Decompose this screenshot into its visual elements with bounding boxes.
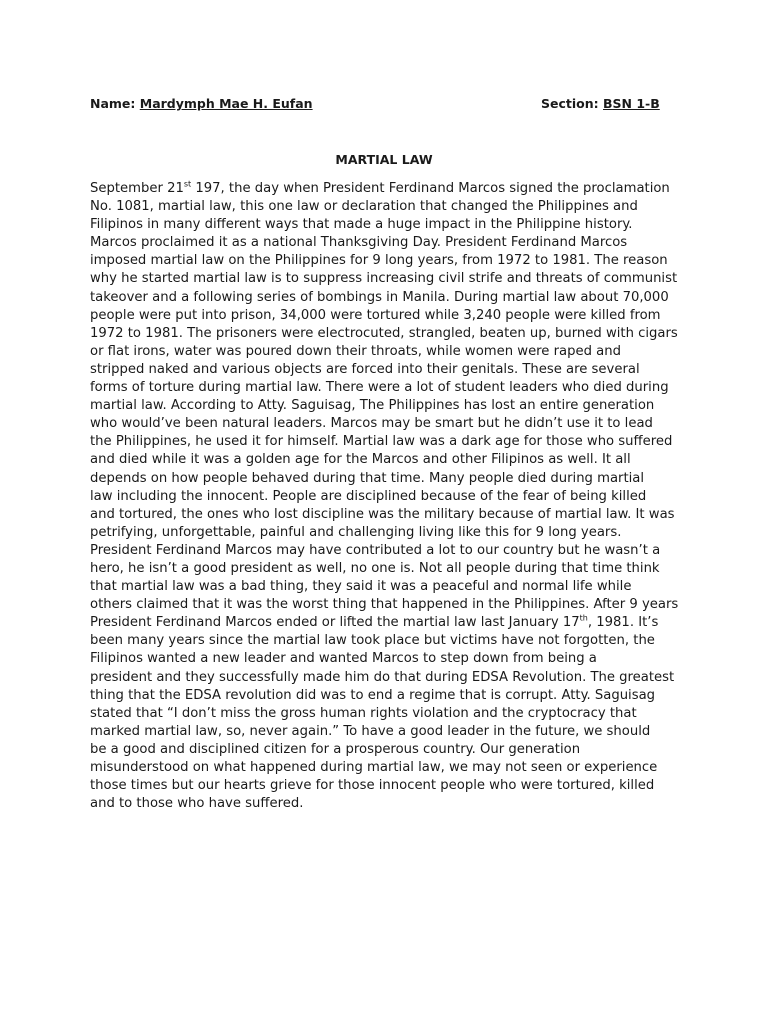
body-text-run: President Ferdinand Marcos ended or lifted the martial law last January 17	[90, 615, 580, 631]
body-text-run: imposed martial law on the Philippines for 9 long years, from 1972 to 1981. The reason	[90, 253, 668, 269]
body-text-run: and tortured, the ones who lost discipline was the military because of martial law. It was	[90, 506, 675, 522]
body-line	[90, 343, 690, 361]
body-text-run: No. 1081, martial law, this one law or declaration that changed the Philippines and	[90, 199, 638, 215]
body-text-run: , 1981. It’s	[587, 615, 659, 631]
body-text-run: that martial law was a bad thing, they said it was a peaceful and normal life while	[90, 579, 632, 595]
body-line	[90, 560, 690, 578]
name-label: Name:	[90, 96, 140, 111]
body-text-run: and to those who have suffered.	[90, 796, 304, 812]
body-line	[90, 723, 690, 741]
body-line	[90, 289, 690, 307]
body-text-run: people were put into prison, 34,000 were tortured while 3,240 people were killed from	[90, 307, 661, 323]
body-line	[90, 542, 690, 560]
body-text-run: others claimed that it was the worst thing that happened in the Philippines. After 9 years	[90, 597, 679, 613]
body-line	[90, 578, 690, 596]
body-line	[90, 596, 690, 614]
body-text-run: Filipinos in many different ways that made a huge impact in the Philippine history.	[90, 217, 633, 233]
body-text-run: takeover and a following series of bombings in Manila. During martial law about 70,000	[90, 289, 669, 305]
essay-body	[90, 180, 690, 813]
body-line	[90, 415, 690, 433]
ordinal-suffix: th	[579, 613, 588, 623]
body-line	[90, 632, 690, 650]
body-text-run: September 21	[90, 181, 184, 196]
body-line	[90, 379, 690, 397]
essay-title: MARTIAL LAW	[335, 152, 433, 167]
section-label: Section:	[541, 96, 603, 111]
body-text-run: stated that “I don’t miss the gross human rights violation and the cryptocracy that	[90, 705, 637, 721]
body-text-run: thing that the EDSA revolution did was to end a regime that is corrupt. Atty. Saguisag	[90, 687, 656, 703]
body-line	[90, 795, 690, 813]
body-line	[90, 488, 690, 506]
body-line	[90, 614, 690, 632]
ordinal-suffix: st	[183, 179, 192, 189]
name-field	[90, 96, 313, 111]
body-line	[90, 234, 690, 252]
body-line	[90, 705, 690, 723]
body-line	[90, 216, 690, 234]
body-line	[90, 741, 690, 759]
body-line	[90, 650, 690, 668]
body-text-run: forms of torture during martial law. There were a lot of student leaders who died during	[90, 380, 669, 396]
body-line	[90, 180, 690, 198]
body-text-run: those times but our hearts grieve for those innocent people who were tortured, killed	[90, 778, 655, 794]
body-line	[90, 777, 690, 795]
body-line	[90, 470, 690, 488]
body-line	[90, 270, 690, 288]
body-text-run: President Ferdinand Marcos may have contributed a lot to our country but he wasn’t a	[90, 542, 661, 558]
body-line	[90, 451, 690, 469]
body-line	[90, 325, 690, 343]
body-text-run: been many years since the martial law took place but victims have not forgotten, the	[90, 633, 655, 649]
body-line	[90, 252, 690, 270]
body-text-run: misunderstood on what happened during martial law, we may not seen or experience	[90, 760, 658, 775]
body-line	[90, 433, 690, 451]
body-text-run: or flat irons, water was poured down their throats, while women were raped and	[90, 343, 621, 359]
body-text-run: Filipinos wanted a new leader and wanted Marcos to step down from being a	[90, 651, 597, 667]
body-text-run: the Philippines, he used it for himself. Martial law was a dark age for those who suffered	[90, 434, 673, 450]
body-text-run: martial law. According to Atty. Saguisag, The Philippines has lost an entire generation	[90, 398, 655, 414]
body-text-run: depends on how people behaved during that time. Many people died during martial	[90, 470, 645, 486]
body-text-run: stripped naked and various objects are forced into their genitals. These are several	[90, 361, 640, 377]
body-text-run: why he started martial law is to suppress increasing civil strife and threats of communist	[90, 271, 678, 287]
body-line	[90, 669, 690, 687]
body-text-run: who would’ve been natural leaders. Marcos may be smart but he didn’t use it to lead	[90, 416, 653, 432]
body-line	[90, 759, 690, 777]
body-line	[90, 198, 690, 216]
body-line	[90, 687, 690, 705]
section-value: BSN 1-B	[603, 96, 660, 111]
body-line	[90, 361, 690, 379]
body-text-run: be a good and disciplined citizen for a prosperous country. Our generation	[90, 741, 581, 757]
body-line	[90, 307, 690, 325]
body-line	[90, 506, 690, 524]
body-text-run: law including the innocent. People are disciplined because of the fear of being killed	[90, 488, 647, 504]
body-text-run: 197, the day when President Ferdinand Marcos signed the proclamation	[191, 181, 670, 196]
document-header	[90, 96, 680, 112]
body-text-run: 1972 to 1981. The prisoners were electrocuted, strangled, beaten up, burned with cigars	[90, 325, 678, 341]
body-line	[90, 524, 690, 542]
body-text-run: petrifying, unforgettable, painful and challenging living like this for 9 long years.	[90, 524, 622, 540]
body-line	[90, 397, 690, 415]
body-text-run: Marcos proclaimed it as a national Thanksgiving Day. President Ferdinand Marcos	[90, 235, 628, 251]
body-text-run: and died while it was a golden age for the Marcos and other Filipinos as well. It all	[90, 452, 631, 468]
body-text-run: hero, he isn’t a good president as well, no one is. Not all people during that time think	[90, 560, 660, 576]
name-value: Mardymph Mae H. Eufan	[139, 96, 313, 111]
body-text-run: president and they successfully made him do that during EDSA Revolution. The greatest	[90, 669, 675, 685]
section-field	[541, 96, 660, 111]
body-text-run: marked martial law, so, never again.” To have a good leader in the future, we should	[90, 723, 651, 739]
